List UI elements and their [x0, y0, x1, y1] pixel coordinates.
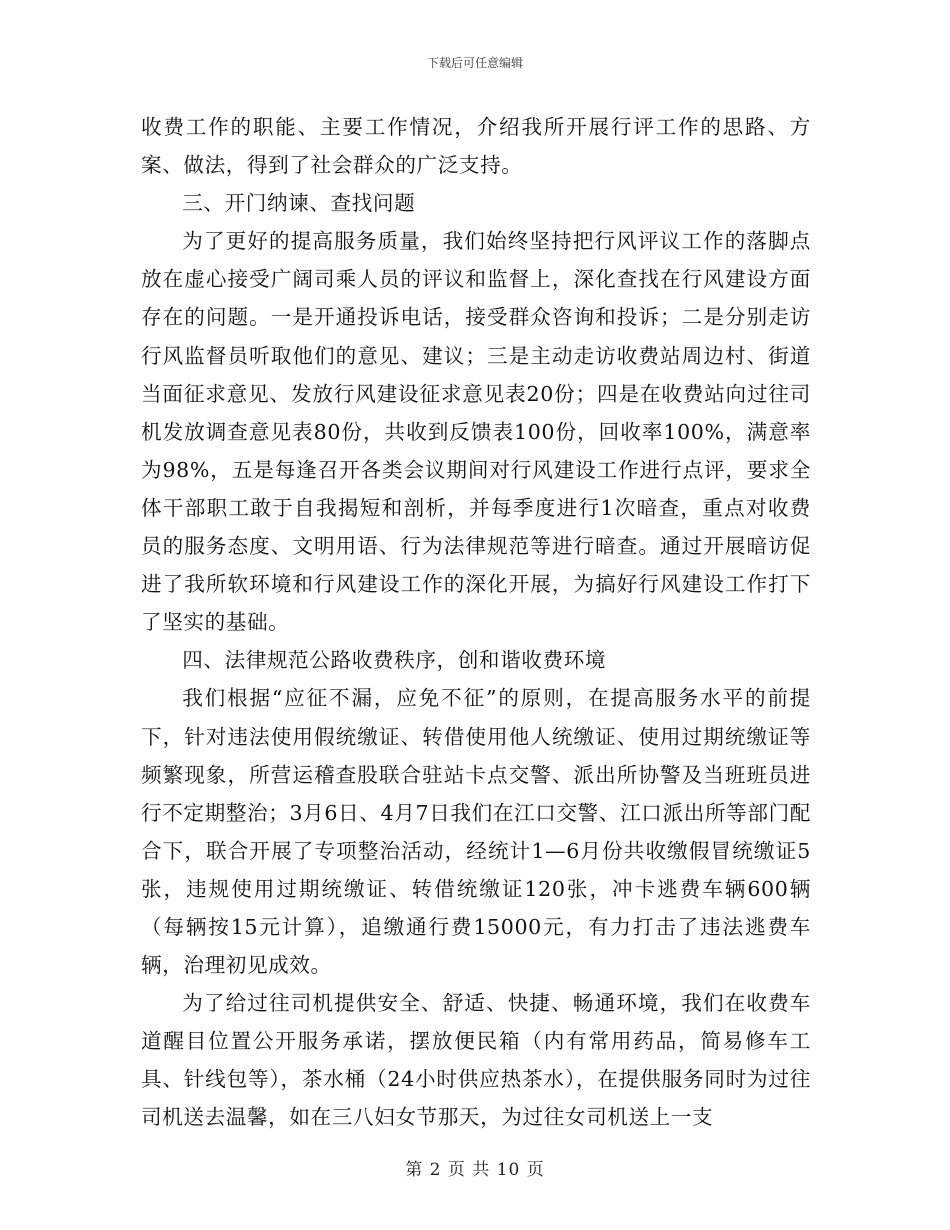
page-header: 下载后可任意编辑	[426, 56, 523, 70]
section-heading-3: 三、开门纳谏、查找问题	[182, 191, 416, 216]
paragraph: 为了给过往司机提供安全、舒适、快捷、畅通环境，我们在收费车道醒目位置公开服务承诺，摆放便民箱（内有常用药品，简易修车工具、针线包等），茶水桶（24小时供应热茶水），在提供服务同时为过往司机送去温馨，如在三八妇女节那天，为过往女司机送上一支	[141, 991, 811, 1130]
section-heading-4: 四、法律规范公路收费秩序，创和谐收费环境	[182, 648, 607, 673]
paragraph: 我们根据“应征不漏，应免不征”的原则，在提高服务水平的前提下，针对违法使用假统缴证、转借使用他人统缴证、使用过期统缴证等频繁现象，所营运稽查股联合驻站卡点交警、派出所协警及当班班员进行不定期整治；3月6日、4月7日我们在江口交警、江口派出所等部门配合下，联合开展了专项整治活动，经统计1—6月份共收缴假冒统缴证5张，违规使用过期统缴证、转借统缴证120张，冲卡逃费车辆600辆（每辆按15元计算），追缴通行费15000元，有力打击了违法逃费车辆，治理初见成效。	[141, 686, 811, 978]
document-body	[141, 108, 811, 1137]
paragraph: 为了更好的提高服务质量，我们始终坚持把行风评议工作的落脚点放在虚心接受广阔司乘人员的评议和监督上，深化查找在行风建设方面存在的问题。一是开通投诉电话，接受群众咨询和投诉；二是分别走访行风监督员听取他们的意见、建议；三是主动走访收费站周边村、街道当面征求意见、发放行风建设征求意见表20份；四是在收费站向过往司机发放调查意见表80份，共收到反馈表100份，回收率100%，满意率为98%，五是每逢召开各类会议期间对行风建设工作进行点评，要求全体干部职工敢于自我揭短和剖析，并每季度进行1次暗查，重点对收费员的服务态度、文明用语、行为法律规范等进行暗查。通过开展暗访促进了我所软环境和行风建设工作的深化开展，为搞好行风建设工作打下了坚实的基础。	[141, 229, 811, 635]
page-number: 第 2 页 共 10 页	[405, 1160, 545, 1180]
paragraph-continuation: 收费工作的职能、主要工作情况，介绍我所开展行评工作的思路、方案、做法，得到了社会群众的广泛支持。	[141, 115, 811, 178]
